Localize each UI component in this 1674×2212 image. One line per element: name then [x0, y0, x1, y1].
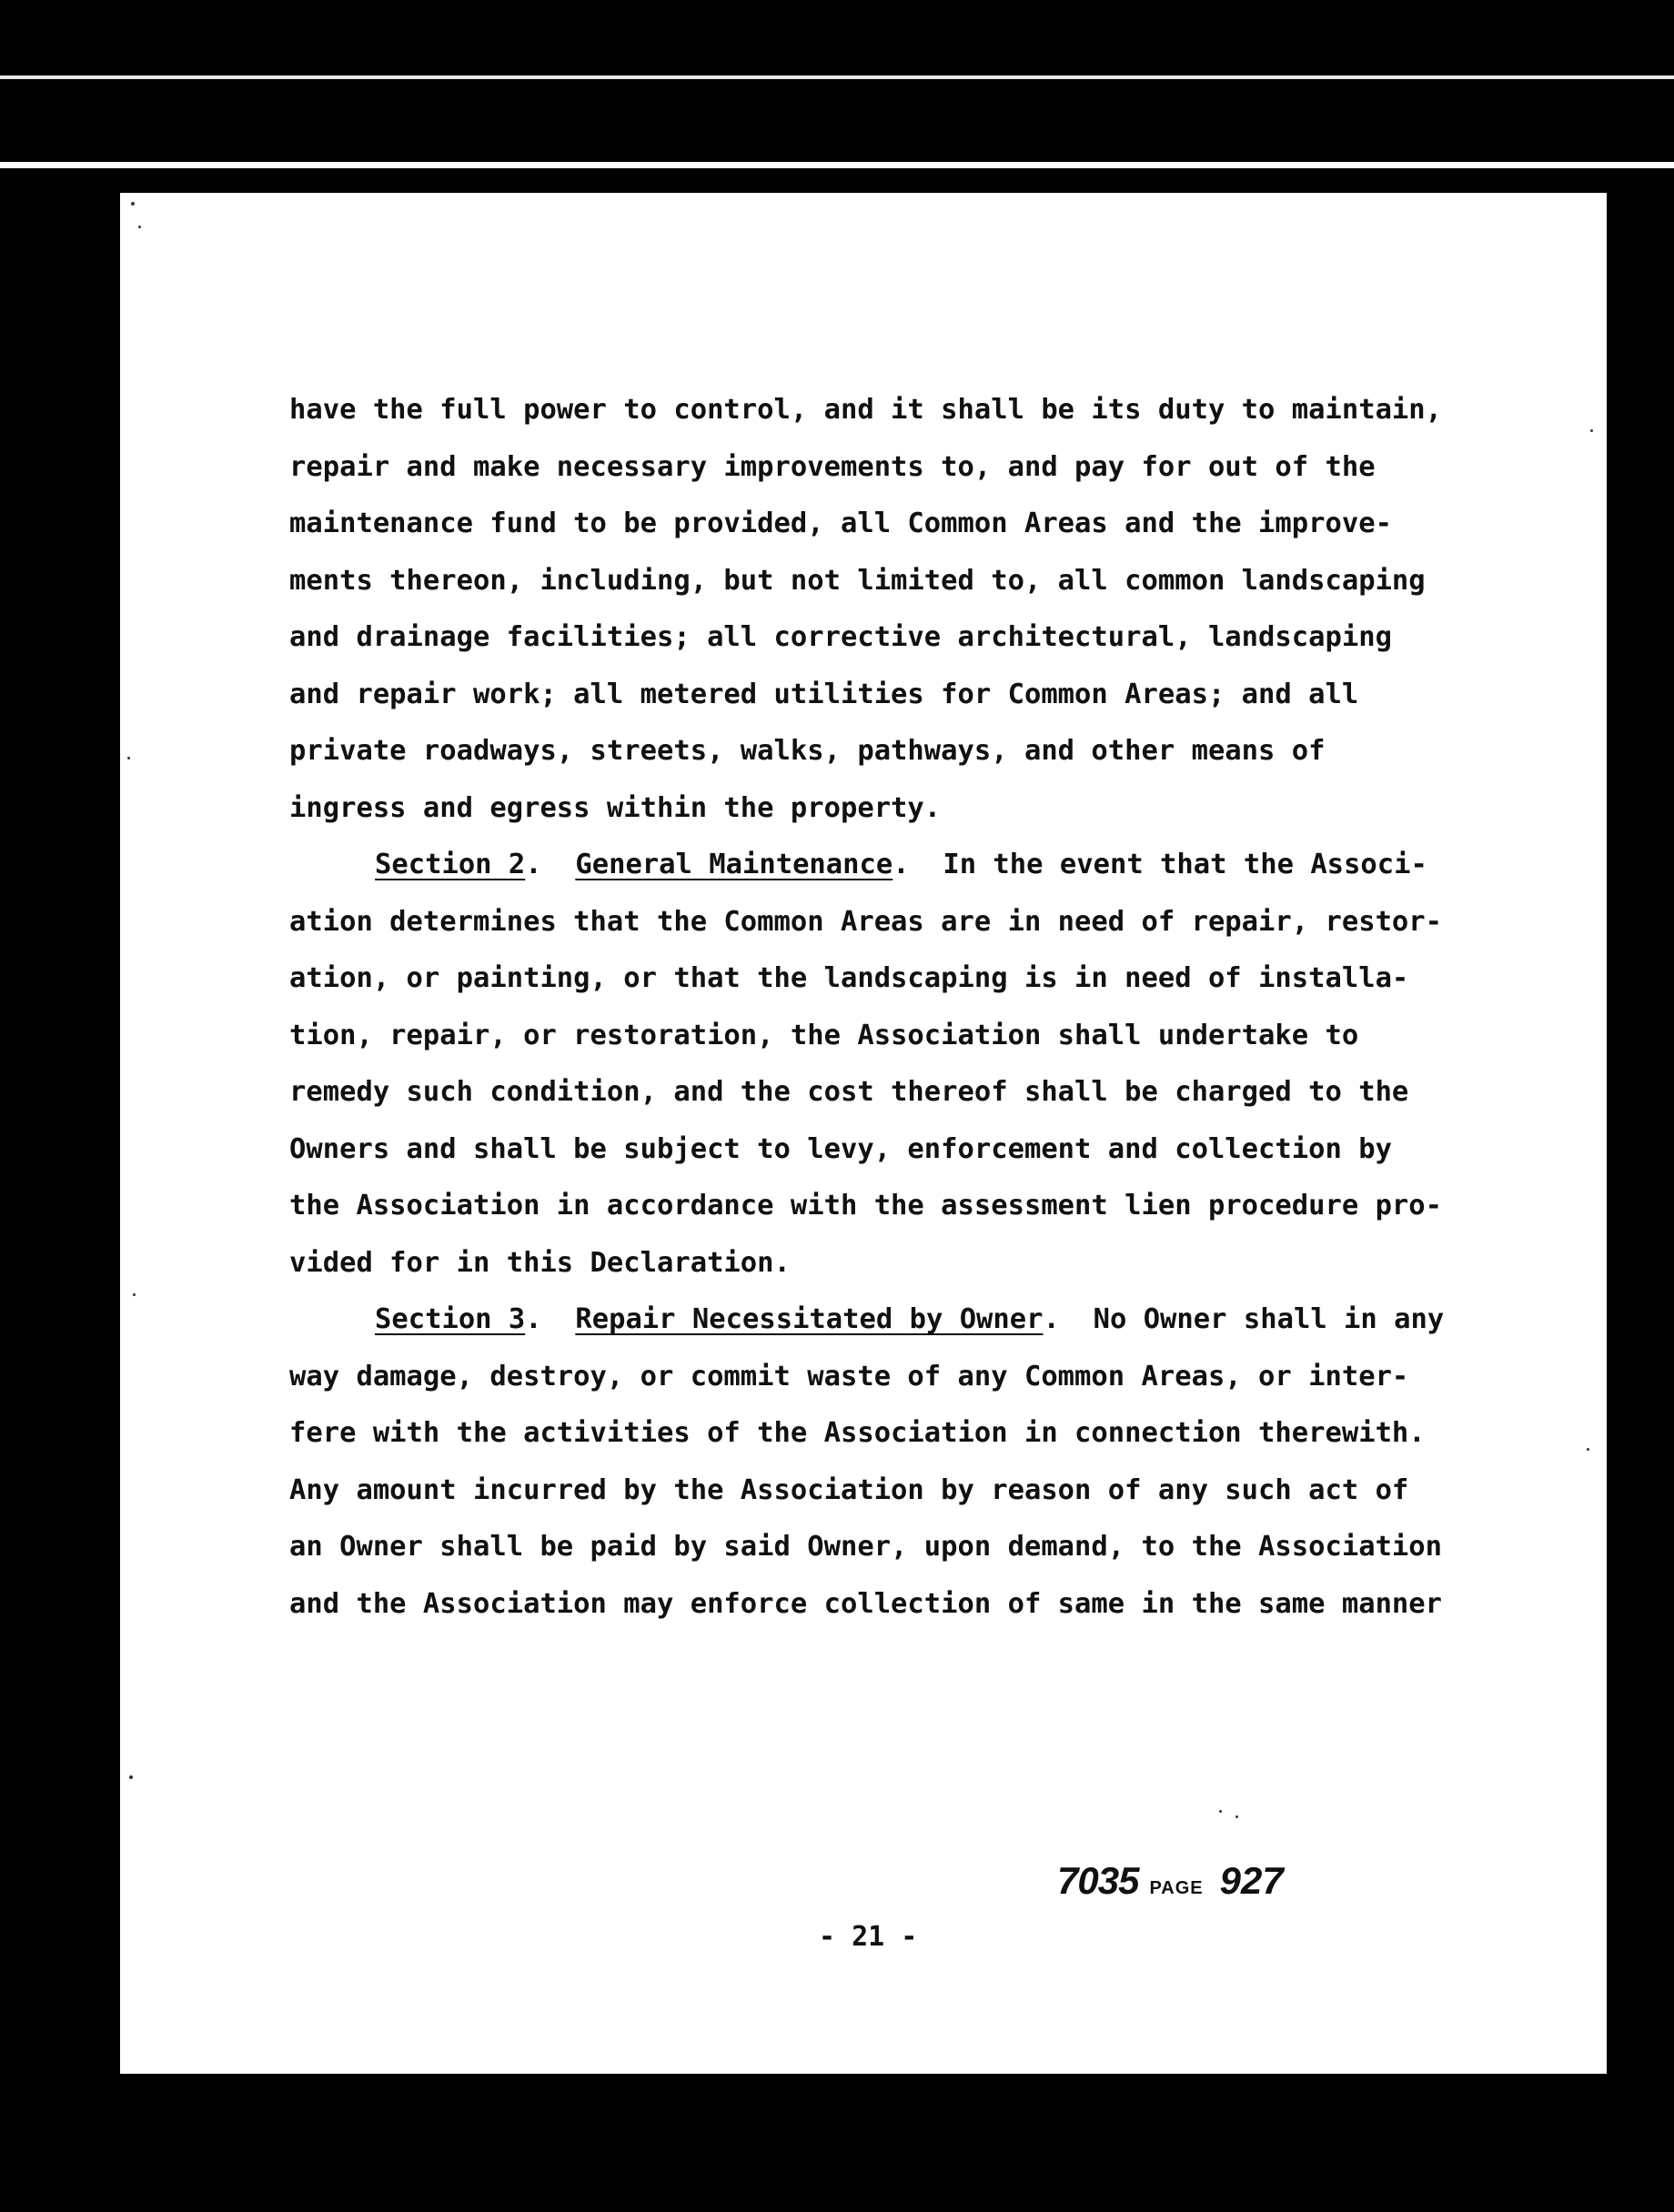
- document-body: [289, 382, 1614, 1633]
- text-line: ation, or painting, or that the landscaping is in need of installa-: [289, 962, 1409, 994]
- text-line: way damage, destroy, or commit waste of any Common Areas, or inter-: [289, 1360, 1409, 1393]
- text-line: maintenance fund to be provided, all Common Areas and the improve-: [289, 508, 1392, 539]
- text-line: and the Association may enforce collection of same in the same manner: [289, 1587, 1443, 1620]
- scan-speck: [1235, 1815, 1238, 1818]
- section-2-heading-line: Section 2. General Maintenance. In the event that the Associ-: [375, 849, 1427, 880]
- scan-edge-line: [0, 75, 1674, 79]
- text-line: have the full power to control, and it shall be its duty to maintain,: [289, 394, 1443, 426]
- section-3-heading-line: Section 3. Repair Necessitated by Owner. No Owner shall in any: [375, 1303, 1445, 1335]
- page-number: - 21 -: [819, 1921, 918, 1953]
- text-line: repair and make necessary improvements to, and pay for out of the: [289, 450, 1376, 483]
- text-line: ments thereon, including, but not limited to, all common landscaping: [289, 564, 1426, 597]
- text-line: fere with the activities of the Association in connection therewith.: [289, 1417, 1426, 1449]
- text-line: Any amount incurred by the Association by reason of any such act of: [289, 1473, 1409, 1506]
- scan-speck: [1219, 1810, 1222, 1813]
- text-line: ingress and egress within the property.: [289, 791, 942, 824]
- text-line: and repair work; all metered utilities for Common Areas; and all: [289, 678, 1359, 710]
- text-line: ation determines that the Common Areas are in need of repair, restor-: [289, 905, 1443, 938]
- section-2-label: Section 2: [375, 849, 526, 880]
- section-3-title: Repair Necessitated by Owner: [575, 1303, 1044, 1335]
- section-3-label: Section 3: [375, 1303, 526, 1335]
- scan-speck: [127, 757, 130, 759]
- text-line: the Association in accordance with the assessment lien procedure pro-: [289, 1190, 1443, 1222]
- section-2-title: General Maintenance: [575, 849, 893, 880]
- text-line: an Owner shall be paid by said Owner, upon demand, to the Association: [289, 1531, 1443, 1563]
- scan-edge-line: [0, 162, 1674, 168]
- text-line: private roadways, streets, walks, pathways, and other means of: [289, 735, 1326, 767]
- scan-speck: [131, 202, 135, 206]
- book-page-stamp: [1057, 1859, 1284, 1903]
- text-line: Owners and shall be subject to levy, enforcement and collection by: [289, 1132, 1392, 1165]
- section-3-first-line: No Owner shall in any: [1093, 1303, 1445, 1335]
- text-line: vided for in this Declaration.: [289, 1246, 791, 1279]
- recorded-page-number: 927: [1219, 1859, 1284, 1902]
- text-line: tion, repair, or restoration, the Association shall undertake to: [289, 1019, 1359, 1051]
- document-page: [120, 193, 1607, 2074]
- book-number: 7035: [1057, 1859, 1139, 1902]
- text-line: remedy such condition, and the cost thereof shall be charged to the: [289, 1076, 1409, 1108]
- scan-speck: [129, 1775, 133, 1779]
- scan-speck: [133, 1293, 136, 1296]
- scan-speck: [138, 226, 141, 228]
- section-2-first-line: In the event that the Associ-: [943, 849, 1427, 880]
- book-page-word: PAGE: [1149, 1878, 1204, 1898]
- text-line: and drainage facilities; all corrective architectural, landscaping: [289, 621, 1392, 653]
